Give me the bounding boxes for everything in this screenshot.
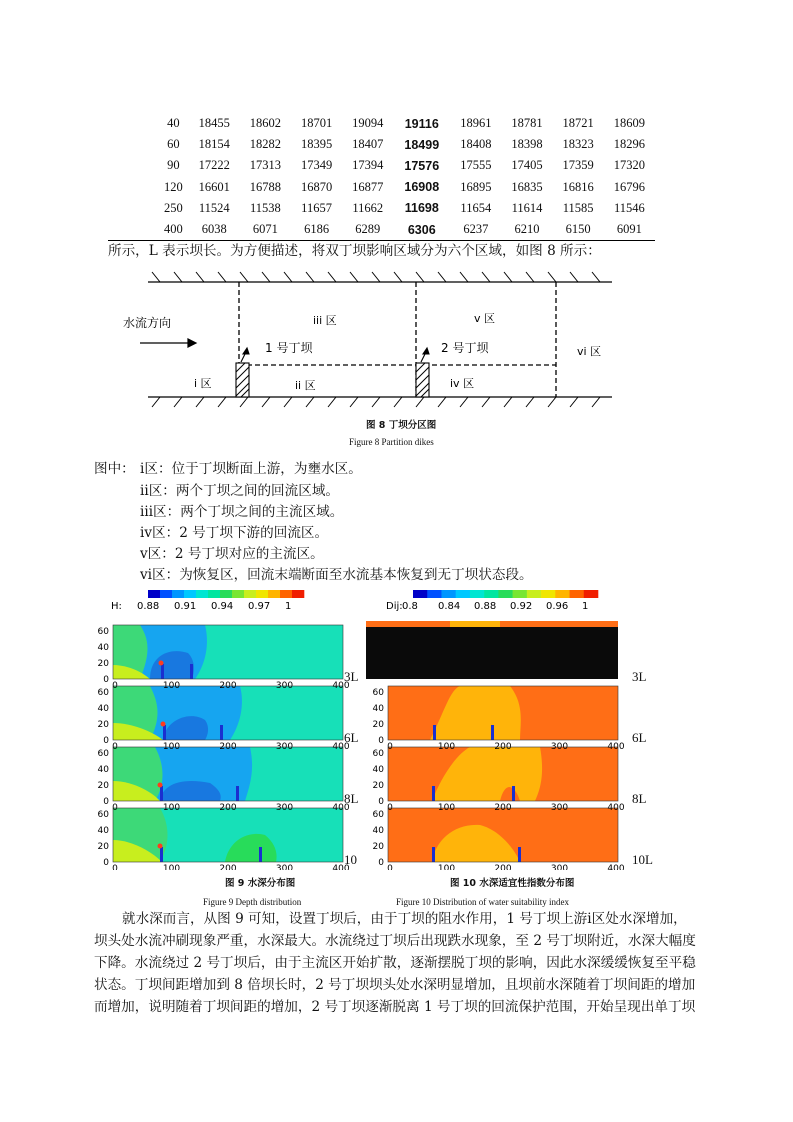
- y-tick-label: 60: [97, 688, 109, 698]
- fig10-colorbar-title: Dij:: [386, 601, 403, 612]
- fig9-label-8L: 8L: [344, 791, 359, 806]
- table-cell: 18602: [249, 116, 282, 131]
- table-cell: 16908: [404, 180, 440, 195]
- dike-2: [416, 363, 429, 397]
- table-cell: 16835: [511, 179, 543, 194]
- table-cell: 90: [167, 158, 180, 173]
- x-tick-label: 200: [494, 803, 512, 813]
- intro-line: 所示，L 表示坝长。为方便描述，将双丁坝影响区域分为六个区域，如图 8 所示：: [108, 243, 601, 259]
- colorbar-swatch: [584, 590, 599, 598]
- y-tick-label: 0: [378, 736, 384, 746]
- dike-1: [236, 363, 249, 397]
- y-tick-label: 0: [378, 858, 384, 868]
- colorbar-swatch: [256, 590, 268, 598]
- table-row: [158, 155, 655, 176]
- zone-desc-iii: ⅲ区：两个丁坝之间的主流区域。: [140, 504, 344, 520]
- y-tick-label: 20: [97, 781, 109, 791]
- x-tick-label: 300: [275, 864, 294, 870]
- table-cell: 18408: [460, 137, 492, 152]
- zone-boundaries: [239, 282, 556, 397]
- y-tick-label: 40: [372, 826, 384, 836]
- fig9-colorbar-tick: 0.88: [137, 601, 160, 612]
- colorbar-swatch: [541, 590, 556, 598]
- y-tick-label: 20: [372, 720, 384, 730]
- fig10-caption-en: Figure 10 Distribution of water suitability index: [396, 897, 569, 907]
- zone-desc-i: ⅰ区：位于丁坝断面上游，为壅水区。: [140, 461, 362, 477]
- x-tick-label: 100: [437, 864, 456, 870]
- table-cell: 11546: [613, 200, 645, 215]
- table-cell: 17320: [613, 158, 645, 173]
- fig8-caption-en: Figure 8 Partition dikes: [349, 437, 434, 447]
- x-tick-label: 300: [550, 803, 569, 813]
- x-tick-label: 100: [162, 864, 181, 870]
- fig9-caption-en: Figure 9 Depth distribution: [203, 897, 302, 907]
- x-tick-label: 400: [607, 742, 625, 752]
- zone-i: i 区: [194, 377, 212, 390]
- x-tick-label: 300: [550, 864, 569, 870]
- table-cell: 11654: [460, 200, 492, 215]
- y-tick-label: 20: [372, 842, 384, 852]
- fig10-caption-cn: 图 10 水深适宜性指数分布图: [450, 878, 575, 889]
- fig10-colorbar-tick: 0.88: [474, 601, 497, 612]
- x-tick-label: 0: [112, 742, 118, 752]
- x-tick-label: 400: [332, 681, 350, 691]
- fig10-colorbar-tick: 1: [582, 601, 589, 612]
- fig9-caption-cn: 图 9 水深分布图: [225, 878, 296, 889]
- colorbar-swatch: [148, 590, 160, 598]
- table-cell: 18407: [352, 137, 384, 152]
- fig9-colorbar-tick: 1: [285, 601, 292, 612]
- colorbar-swatch: [220, 590, 232, 598]
- colorbar-swatch: [498, 590, 513, 598]
- x-tick-label: 200: [219, 864, 237, 870]
- table-cell: 19116: [404, 116, 439, 131]
- table-row: [158, 219, 655, 240]
- y-tick-label: 60: [97, 627, 109, 637]
- x-tick-label: 100: [162, 681, 181, 691]
- dike-1-label: 1 号丁坝: [265, 341, 313, 355]
- colorbar-swatch: [292, 590, 304, 598]
- table-cell: 17349: [300, 158, 333, 173]
- y-tick-label: 60: [372, 688, 384, 698]
- table-cell: 16601: [198, 179, 230, 194]
- table-cell: 11614: [511, 200, 543, 215]
- x-tick-label: 400: [607, 803, 625, 813]
- fig9-label-10: 10: [344, 852, 357, 867]
- fig9-colorbar-tick: 0.91: [174, 601, 197, 612]
- figures-9-10-contours: [0, 585, 793, 870]
- table-cell: 6150: [565, 222, 591, 237]
- fig10-panel-3L: [366, 621, 618, 679]
- table-cell: 6289: [355, 222, 381, 237]
- y-tick-label: 20: [97, 659, 109, 669]
- table-cell: 16788: [249, 179, 282, 194]
- y-tick-label: 40: [97, 826, 109, 836]
- y-tick-label: 0: [103, 797, 109, 807]
- lower-bank-hatching: [152, 397, 600, 407]
- zone-vi: vi 区: [577, 345, 602, 358]
- table-cell: 6091: [616, 222, 642, 237]
- fig9-panel-6L: [113, 686, 343, 740]
- zone-desc-v: ⅴ区：2 号丁坝对应的主流区。: [140, 546, 324, 562]
- x-tick-label: 200: [219, 803, 237, 813]
- table-cell: 18609: [613, 116, 645, 131]
- fig9-label-3L: 3L: [344, 669, 359, 684]
- table-cell: 16895: [460, 179, 492, 194]
- table-cell: 6071: [252, 222, 278, 237]
- zone-desc-ii: ⅱ区：两个丁坝之间的回流区域。: [140, 483, 340, 499]
- y-tick-label: 60: [97, 810, 109, 820]
- fig9-label-6L: 6L: [344, 730, 359, 745]
- para-line-5: 而增加，说明随着丁坝间距的增加，2 号丁坝逐渐脱离 1 号丁坝的回流保护范围，开始呈现出单丁坝: [94, 999, 696, 1015]
- colorbar-swatch: [570, 590, 585, 598]
- y-tick-label: 20: [372, 781, 384, 791]
- para-line-3: 下降。水流绕过 2 号丁坝后，由于主流区开始扩散，逐渐摆脱丁坝的影响，因此水深缓缓恢复至平稳: [94, 955, 696, 971]
- colorbar-swatch: [208, 590, 220, 598]
- x-tick-label: 300: [550, 742, 569, 752]
- y-tick-label: 60: [97, 749, 109, 759]
- x-tick-label: 400: [332, 742, 350, 752]
- colorbar-swatch: [268, 590, 280, 598]
- y-tick-label: 60: [372, 749, 384, 759]
- zone-v: v 区: [474, 312, 496, 325]
- colorbar-swatch: [441, 590, 456, 598]
- colorbar-swatch: [484, 590, 499, 598]
- x-tick-label: 200: [494, 742, 512, 752]
- y-tick-label: 0: [378, 797, 384, 807]
- y-tick-label: 20: [97, 720, 109, 730]
- colorbar-swatch: [160, 590, 172, 598]
- colorbar-swatch: [244, 590, 256, 598]
- x-tick-label: 0: [387, 803, 393, 813]
- colorbar-swatch: [470, 590, 485, 598]
- table-cell: 17555: [460, 158, 492, 173]
- y-tick-label: 0: [103, 736, 109, 746]
- x-tick-label: 0: [387, 864, 393, 870]
- table-cell: 18282: [249, 137, 282, 152]
- y-tick-label: 40: [372, 765, 384, 775]
- table-cell: 16816: [562, 179, 594, 194]
- table-cell: 6306: [407, 222, 436, 237]
- colorbar-swatch: [413, 590, 428, 598]
- table-cell: 18455: [198, 116, 230, 131]
- x-tick-label: 300: [275, 742, 294, 752]
- table-cell: 11524: [198, 200, 230, 215]
- table-cell: 11538: [250, 200, 281, 215]
- table-cell: 11698: [404, 201, 439, 216]
- table-cell: 11657: [301, 200, 332, 215]
- x-tick-label: 0: [112, 681, 118, 691]
- x-tick-label: 400: [332, 864, 350, 870]
- para-line-1: 就水深而言，从图 9 可知，设置丁坝后，由于丁坝的阻水作用，1 号丁坝上游ⅰ区处水深增加，: [122, 911, 687, 927]
- figure-8-partition-diagram: [120, 266, 620, 412]
- data-table: [158, 113, 655, 240]
- fig10-label-8L: 8L: [632, 791, 647, 806]
- table-cell: 17359: [562, 158, 594, 173]
- colorbar-swatch: [232, 590, 244, 598]
- table-cell: 6210: [514, 222, 540, 237]
- colorbar-swatch: [184, 590, 196, 598]
- table-cell: 18701: [300, 116, 333, 131]
- table-cell: 18296: [613, 137, 645, 152]
- y-tick-label: 40: [97, 765, 109, 775]
- colorbar-swatch: [456, 590, 471, 598]
- dike-2-label: 2 号丁坝: [441, 341, 489, 355]
- fig9-panel-8L: [113, 747, 343, 801]
- table-row: [158, 198, 655, 219]
- table-cell: 11662: [352, 200, 384, 215]
- fig10-colorbar-tick: 0.8: [402, 601, 418, 612]
- y-tick-label: 40: [97, 643, 109, 653]
- fig10-label-3L: 3L: [632, 669, 647, 684]
- table-cell: 16796: [613, 179, 645, 194]
- x-tick-label: 400: [607, 864, 625, 870]
- table-cell: 18721: [562, 116, 594, 131]
- table-cell: 18398: [511, 137, 543, 152]
- colorbar-swatch: [196, 590, 208, 598]
- table-cell: 18395: [300, 137, 333, 152]
- x-tick-label: 200: [219, 742, 237, 752]
- y-tick-label: 20: [97, 842, 109, 852]
- fig10-colorbar-tick: 0.92: [510, 601, 533, 612]
- fig10-label-6L: 6L: [632, 730, 647, 745]
- fig9-panel-10L: [113, 808, 343, 862]
- x-tick-label: 100: [437, 742, 456, 752]
- fig8-caption-cn: 图 8 丁坝分区图: [366, 420, 437, 431]
- flow-arrow: [140, 339, 196, 347]
- colorbar-swatch: [527, 590, 542, 598]
- x-tick-label: 300: [275, 803, 294, 813]
- y-tick-label: 60: [372, 810, 384, 820]
- table-cell: 18154: [198, 137, 230, 152]
- table-cell: 250: [163, 200, 183, 215]
- table-cell: 40: [167, 116, 180, 131]
- colorbar-swatch: [427, 590, 442, 598]
- zone-desc-iv: ⅳ区：2 号丁坝下游的回流区。: [140, 525, 329, 541]
- zone-desc-vi: ⅵ区：为恢复区，回流末端断面至水流基本恢复到无丁坝状态段。: [140, 567, 533, 583]
- fig10-label-10L: 10L: [632, 852, 653, 867]
- table-row: [158, 134, 655, 155]
- fig9-colorbar-tick: 0.94: [211, 601, 234, 612]
- x-tick-label: 100: [162, 803, 181, 813]
- table-row: [158, 177, 655, 198]
- x-tick-label: 100: [162, 742, 181, 752]
- x-tick-label: 100: [437, 803, 456, 813]
- fig10-panel-10L: [388, 808, 618, 862]
- table-cell: 17222: [198, 158, 230, 173]
- fig10-panel-6L: [388, 686, 618, 740]
- table-cell: 60: [167, 137, 180, 152]
- zone-ii: ii 区: [295, 379, 316, 392]
- fig10-colorbar-tick: 0.96: [546, 601, 569, 612]
- zone-iii: iii 区: [313, 314, 337, 327]
- x-tick-label: 0: [387, 742, 393, 752]
- table-cell: 17394: [352, 158, 384, 173]
- x-tick-label: 200: [219, 681, 237, 691]
- table-cell: 18961: [460, 116, 492, 131]
- fig9-colorbar: [148, 590, 304, 598]
- y-tick-label: 0: [103, 675, 109, 685]
- x-tick-label: 400: [332, 803, 350, 813]
- table-cell: 18781: [511, 116, 543, 131]
- table-cell: 17313: [249, 158, 282, 173]
- x-tick-label: 0: [112, 803, 118, 813]
- table-cell: 18323: [562, 137, 594, 152]
- colorbar-swatch: [555, 590, 570, 598]
- table-cell: 17405: [511, 158, 543, 173]
- table-row: [158, 113, 655, 134]
- fig9-panel-3L: [113, 625, 343, 679]
- y-tick-label: 0: [103, 858, 109, 868]
- zone-iv: iv 区: [450, 377, 475, 390]
- fig10-colorbar-tick: 0.84: [438, 601, 461, 612]
- upper-bank-hatching: [152, 272, 600, 282]
- fig10-panel-8L: [388, 747, 618, 801]
- colorbar-swatch: [280, 590, 292, 598]
- colorbar-swatch: [172, 590, 184, 598]
- table-cell: 19094: [352, 116, 384, 131]
- table-cell: 17576: [404, 158, 440, 173]
- table-cell: 6186: [304, 222, 330, 237]
- y-tick-label: 40: [97, 704, 109, 714]
- para-line-4: 状态。丁坝间距增加到 8 倍坝长时，2 号丁坝坝头处水深明显增加，且坝前水深随着丁坝间距的增加: [94, 977, 696, 993]
- fig9-colorbar-title: H:: [111, 601, 122, 612]
- y-tick-label: 40: [372, 704, 384, 714]
- legend-intro: 图中：: [94, 461, 135, 477]
- table-cell: 11585: [562, 200, 594, 215]
- colorbar-swatch: [513, 590, 528, 598]
- table-cell: 16870: [300, 179, 333, 194]
- table-cell: 400: [163, 222, 183, 237]
- table-cell: 120: [163, 179, 183, 194]
- x-tick-label: 0: [112, 864, 118, 870]
- fig10-colorbar: [413, 590, 598, 598]
- x-tick-label: 200: [494, 864, 512, 870]
- table-cell: 16877: [352, 179, 384, 194]
- para-line-2: 坝头处水流冲刷现象严重，水深最大。水流绕过丁坝后出现跌水现象，至 2 号丁坝附近，水深大幅度: [94, 933, 696, 949]
- fig9-colorbar-tick: 0.97: [248, 601, 271, 612]
- flow-label: 水流方向: [123, 316, 172, 330]
- x-tick-label: 300: [275, 681, 294, 691]
- table-cell: 18499: [404, 137, 440, 152]
- table-cell: 6038: [201, 222, 227, 237]
- table-cell: 6237: [463, 222, 489, 237]
